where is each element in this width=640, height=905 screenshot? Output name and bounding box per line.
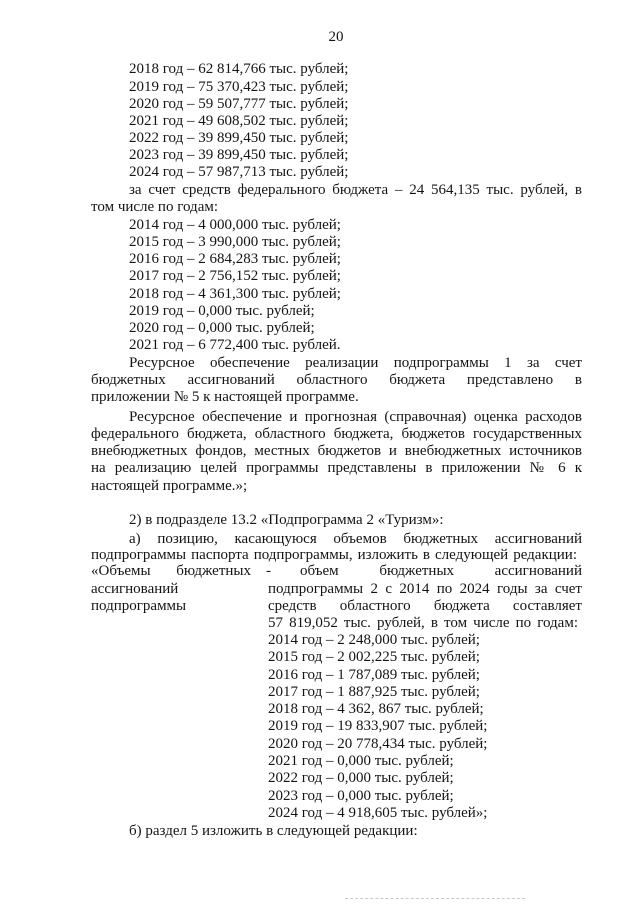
paragraph-resource-1-line: Ресурсное обеспечение реализации подпрограммы 1 за счет: [129, 355, 582, 371]
tourism-year-line: 2021 год – 0,000 тыс. рублей;: [268, 753, 454, 769]
tourism-year-line: 2016 год – 1 787,089 тыс. рублей;: [268, 667, 480, 683]
federal-year-line: 2017 год – 2 756,152 тыс. рублей;: [129, 268, 341, 284]
paragraph-resource-2-line: на реализацию целей программы представлены в приложении № 6 к: [91, 460, 582, 476]
item-b-line: б) раздел 5 изложить в следующей редакции:: [129, 823, 418, 839]
budget-year-line: 2021 год – 49 608,502 тыс. рублей;: [129, 113, 349, 129]
tourism-year-line: 2023 год – 0,000 тыс. рублей;: [268, 788, 454, 804]
tourism-year-line: 2019 год – 19 833,907 тыс. рублей;: [268, 718, 488, 734]
table-dash: -: [266, 563, 271, 579]
budget-year-line: 2023 год – 39 899,450 тыс. рублей;: [129, 147, 349, 163]
table-left-cell-line: ассигнований: [91, 581, 179, 597]
federal-year-line: 2016 год – 2 684,283 тыс. рублей;: [129, 251, 341, 267]
scan-edge-artifact: [345, 898, 525, 899]
tourism-year-line: 2014 год – 2 248,000 тыс. рублей;: [268, 632, 480, 648]
tourism-year-line: 2018 год – 4 362, 867 тыс. рублей;: [268, 701, 484, 717]
budget-year-line: 2020 год – 59 507,777 тыс. рублей;: [129, 96, 349, 112]
item-2-heading: 2) в подразделе 13.2 «Подпрограмма 2 «Туризм»:: [129, 512, 444, 528]
table-right-cell-line: объем бюджетных ассигнований: [300, 563, 582, 579]
federal-budget-intro-cont: том числе по годам:: [91, 199, 219, 215]
budget-year-line: 2019 год – 75 370,423 тыс. рублей;: [129, 79, 349, 95]
paragraph-resource-1-line: приложении № 5 к настоящей программе.: [91, 389, 359, 405]
table-right-cell-line: средств областного бюджета составляет: [268, 598, 582, 614]
paragraph-resource-2-line: внебюджетных фондов, местных бюджетов и внебюджетных источников: [91, 443, 582, 459]
paragraph-resource-2-line: настоящей программе.»;: [91, 478, 248, 494]
tourism-year-line: 2022 год – 0,000 тыс. рублей;: [268, 770, 454, 786]
tourism-year-line: 2020 год – 20 778,434 тыс. рублей;: [268, 736, 488, 752]
federal-year-line: 2019 год – 0,000 тыс. рублей;: [129, 303, 315, 319]
table-right-cell-line: подпрограммы 2 с 2014 по 2024 годы за счет: [268, 581, 582, 597]
tourism-year-line: 2015 год – 2 002,225 тыс. рублей;: [268, 649, 480, 665]
federal-year-line: 2015 год – 3 990,000 тыс. рублей;: [129, 234, 341, 250]
tourism-year-line: 2017 год – 1 887,925 тыс. рублей;: [268, 684, 480, 700]
page-number: 20: [328, 29, 344, 45]
paragraph-resource-2-line: федерального бюджета, областного бюджета, бюджетов государственных: [91, 426, 582, 442]
table-left-cell-line: «Объемы бюджетных: [91, 563, 251, 579]
federal-year-line: 2018 год – 4 361,300 тыс. рублей;: [129, 286, 341, 302]
budget-year-line: 2024 год – 57 987,713 тыс. рублей;: [129, 164, 349, 180]
tourism-year-line: 2024 год – 4 918,605 тыс. рублей»;: [268, 805, 488, 821]
item-a-line: подпрограммы паспорта подпрограммы, изложить в следующей редакции:: [91, 547, 577, 563]
item-a-line: а) позицию, касающуюся объемов бюджетных ассигнований: [129, 531, 582, 547]
paragraph-resource-1-line: бюджетных ассигнований областного бюджета представлено в: [91, 372, 582, 388]
federal-year-line: 2014 год – 4 000,000 тыс. рублей;: [129, 217, 341, 233]
budget-year-line: 2022 год – 39 899,450 тыс. рублей;: [129, 130, 349, 146]
federal-year-line: 2020 год – 0,000 тыс. рублей;: [129, 320, 315, 336]
federal-year-line: 2021 год – 6 772,400 тыс. рублей.: [129, 337, 341, 353]
paragraph-resource-2-line: Ресурсное обеспечение и прогнозная (справочная) оценка расходов: [129, 409, 582, 425]
table-left-cell-line: подпрограммы: [91, 598, 187, 614]
federal-budget-intro: за счет средств федерального бюджета – 24 564,135 тыс. рублей, в: [129, 182, 582, 198]
table-right-cell-line: 57 819,052 тыс. рублей, в том числе по годам:: [268, 615, 578, 631]
budget-year-line: 2018 год – 62 814,766 тыс. рублей;: [129, 61, 349, 77]
